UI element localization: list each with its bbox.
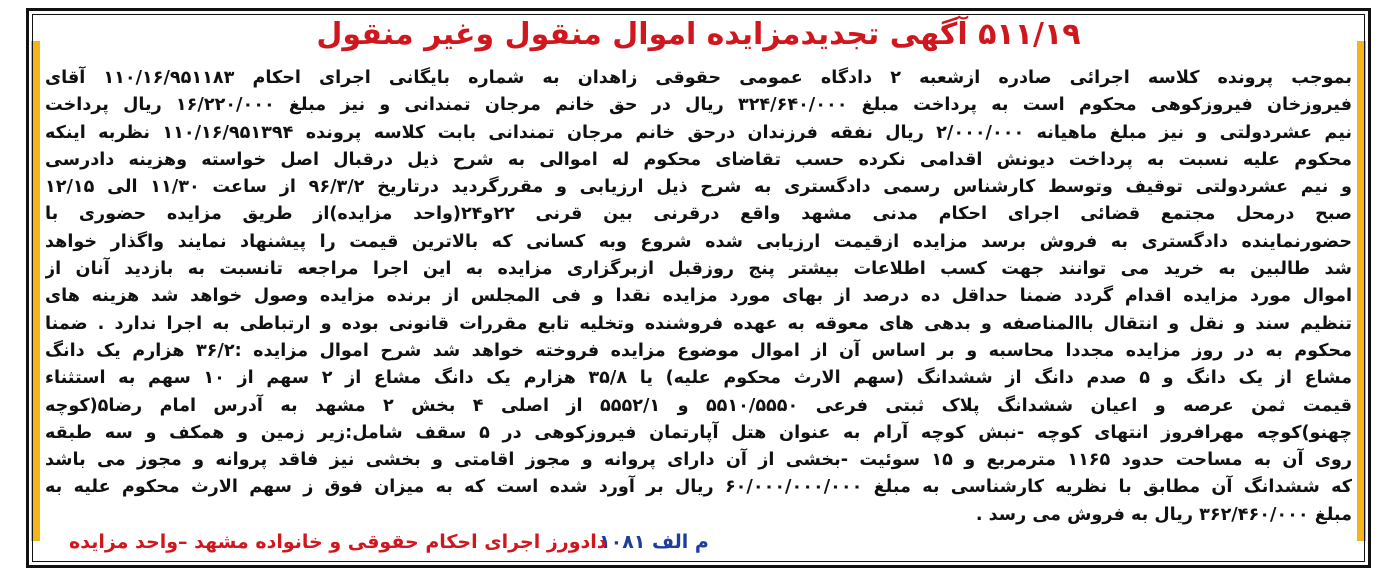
auction-notice <box>26 8 1371 568</box>
accent-bar-right <box>1357 41 1366 541</box>
body-line: محکوم به در روز مزایده مجددا محاسبه و بر اساس آن از اموال موضوع مزایده فروخته خواهد شد شرح اموال مزایده :۳۶/۲ هزارم یک دانگ <box>45 340 1352 361</box>
body-line: که ششدانگ آن مطابق با نظریه کارشناسی به مبلغ ۶۰/۰۰۰/۰۰۰/۰۰۰ ریال بر آورد شده است که به میزان فوق ز سهم الارث محکوم علیه به <box>45 477 1352 498</box>
body-line: روی آن به مساحت حدود ۱۱۶۵ مترمربع و ۱۵ سوئیت -بخشی از آن دارای پروانه و مجوز اقامتی و بخشی نیز فاقد پروانه و مجوز می باشد <box>45 450 1352 471</box>
body-line: صبح درمحل مجتمع قضائی اجرای احکام مدنی مشهد واقع درقرنی بین قرنی ۲۲و۲۴(واحد مزایده)از طریق مزایده حضوری با <box>45 204 1352 225</box>
body-line: بموجب پرونده کلاسه اجرائی صادره ازشعبه ۲ دادگاه عمومی حقوقی زاهدان به شماره بایگانی اجرای احکام ۱۱۰/۱۶/۹۵۱۱۸۳ آقای <box>45 68 1352 88</box>
body-line: نیم عشردولتی و نیز مبلغ ماهیانه ۲/۰۰۰/۰۰۰ ریال نفقه فرزندان درحق خانم مرجان تمندانی بابت کلاسه پرونده ۱۱۰/۱۶/۹۵۱۳۹۴ نظربه اینکه <box>45 122 1352 143</box>
issuer-signature: دادورز اجرای احکام حقوقی و خانواده مشهد –واحد مزایده <box>69 531 607 553</box>
body-line: فیروزخان فیروزکوهی محکوم است به پرداخت مبلغ ۳۲۴/۶۴۰/۰۰۰ ریال در حق خانم مرجان تمندانی و نیز مبلغ ۱۶/۲۲۰/۰۰۰ ریال پرداخت <box>45 95 1352 116</box>
notice-body <box>45 65 1352 529</box>
body-line: محکوم علیه نسبت به پرداخت دیونش اقدامی نکرده حسب تقاضای محکوم له اموالی به شرح ذیل درقبال اصل خواسته وهزینه دادرسی <box>45 149 1352 170</box>
notice-title: ۵۱۱/۱۹ آگهی تجدیدمزایده اموال منقول وغیر منقول <box>316 17 1081 52</box>
body-line: مشاع از یک دانگ و ۵ صدم دانگ از ششدانگ (سهم الارث محکوم علیه) یا ۳۵/۸ هزارم یک دانگ مشاع از ۲ سهم از ۱۰ سهم به استثناء <box>45 368 1352 389</box>
notice-footer <box>69 531 1344 557</box>
body-line: حضورنماینده دادگستری به فروش برسد مزایده ازقیمت ارزیابی شده شروع وبه کسانی که بالاترین قیمت را پیشنهاد نمایند واگذار خواهد <box>45 231 1352 252</box>
body-line: قیمت ثمن عرصه و اعیان ششدانگ پلاک ثبتی فرعی ۵۵۱۰/۵۵۵۰ و ۵۵۵۲/۱ از اصلی ۴ بخش ۲ مشهد به آدرس امام رضا۵(کوچه <box>45 395 1352 416</box>
accent-bar-left <box>31 41 40 541</box>
body-line: چهنو)کوچه مهرافروز انتهای کوچه -نبش کوچه آرام به عنوان هتل آپارتمان فیروزکوهی در ۵ سقف شامل:زیر زمین و همکف و سه طبقه <box>45 422 1352 443</box>
body-line: تنظیم سند و نقل و انتقال باالمناصفه و بدهی های معوقه به عهده فروشنده وتخلیه تابع مقررات قانونی بوده و ارتباطی به اجرا ندارد . ضمنا <box>45 313 1352 334</box>
body-line: و نیم عشردولتی توقیف وتوسط کارشناس رسمی دادگستری به شرح ذیل ارزیابی و مقررگردید درتاریخ ۹۶/۳/۲ از ساعت ۱۱/۳۰ الی ۱۲/۱۵ <box>45 177 1352 198</box>
body-line: اموال مورد مزایده اقدام گردد ضمنا حداقل ده درصد از بهای مورد مزایده نقدا و فی المجلس از برنده مزایده وصول خواهد شد هزینه های <box>45 286 1352 307</box>
notice-code: م الف ۱۰۸۱ <box>599 531 709 553</box>
body-line: شد طالبین به خرید می توانند جهت کسب اطلاعات بیشتر پنج روزقبل ازبرگزاری مزایده به این اجرا مراجعه تانسبت به بازدید آنان از <box>45 259 1352 280</box>
body-line-last: مبلغ ۳۶۲/۴۶۰/۰۰۰ ریال به فروش می رسد . <box>975 504 1352 525</box>
